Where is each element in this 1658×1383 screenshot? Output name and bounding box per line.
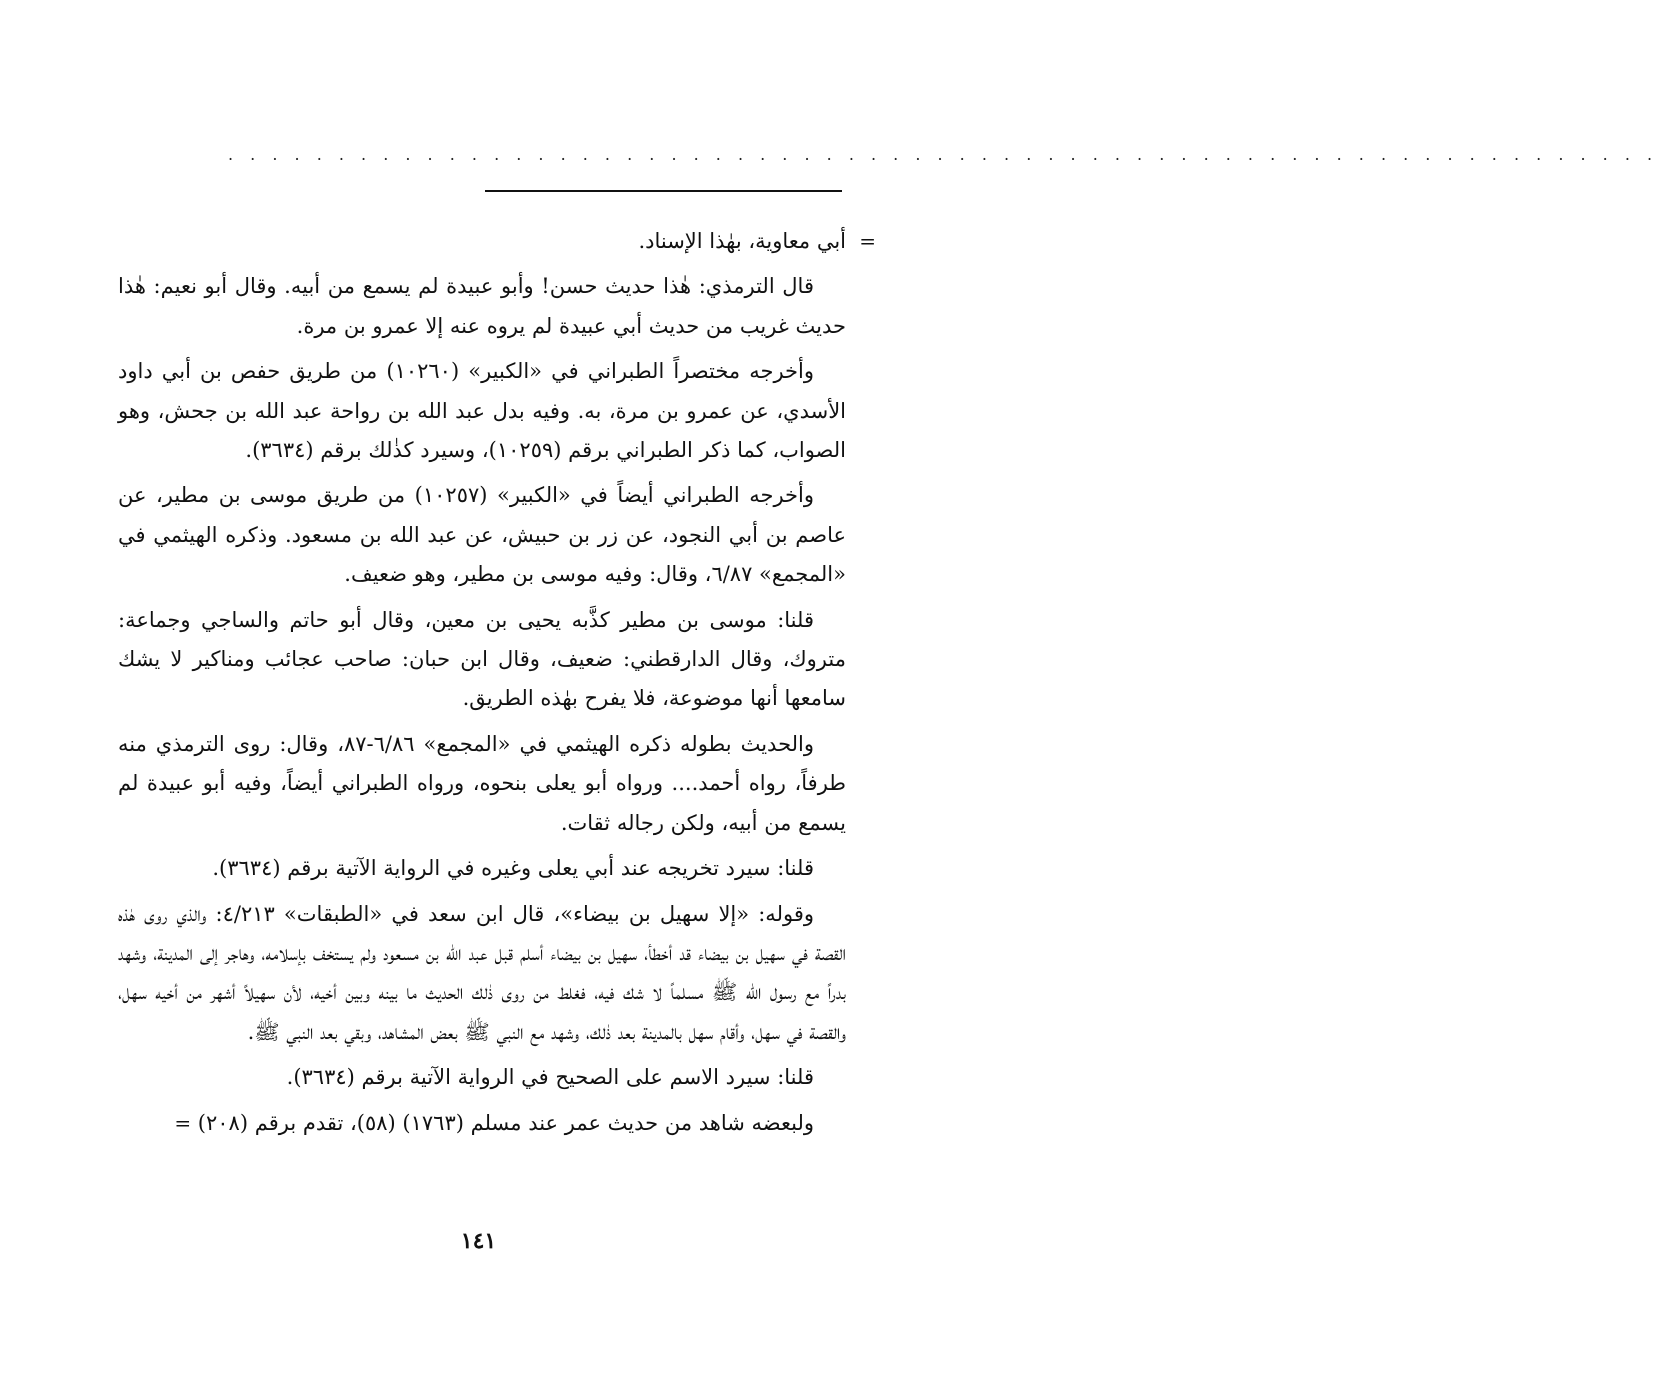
paragraph-8: وقوله: «إلا سهيل بن بيضاء»، قال ابن سعد في «الطبقات» ٤/٢١٣: والذي روى هٰذه القصة في سهيل بن بيضاء قد أخطأ، سهيل بن بيضاء أسلم قبل عبد الله بن مسعود ولم يستخف بإسلامه، وهاجر إلى المدينة، وشهد بدراً مع رسول الله ﷺ مسلماً لا شك فيه، فغلط من روى ذٰلك الحديث ما بينه وبين أخيه، لأن سهيلاً أشهر من أخيه سهل، والقصة في سهل، وأقام سهل بالمدينة بعد ذٰلك، وشهد مع النبي ﷺ بعض المشاهد، وبقي بعد النبي ﷺ.	[118, 901, 846, 1044]
paragraph-9: قلنا: سيرد الاسم على الصحيح في الرواية الآتية برقم (٣٦٣٤).	[286, 1065, 814, 1090]
paragraph-1	[118, 222, 876, 261]
page-number: ١٤١	[460, 1228, 497, 1254]
paragraph-4: وأخرجه الطبراني أيضاً في «الكبير» (١٠٢٥٧) من طريق موسى بن مطير، عن عاصم بن أبي النجود، عن زر بن حبيش، عن عبد الله بن مسعود. وذكره الهيثمي في «المجمع» ٦/٨٧، وقال: وفيه موسى بن مطير، وهو ضعيف.	[118, 483, 846, 587]
paragraph-6: والحديث بطوله ذكره الهيثمي في «المجمع» ٦/٨٦-٨٧، وقال: روى الترمذي منه طرفاً، رواه أحمد.... ورواه أبو يعلى بنحوه، ورواه الطبراني أيضاً، وفيه أبو عبيدة لم يسمع من أبيه، ولكن رجاله ثقات.	[118, 731, 846, 835]
continuation-mark: =	[859, 229, 876, 253]
separator-dots: . . . . . . . . . . . . . . . . . . . . . . . . . . . . . . . . . . . . . . . . . . . . . . . . . . . . . . . . . . . . . . . . .	[228, 145, 1658, 164]
paragraph-2: قال الترمذي: هٰذا حديث حسن! وأبو عبيدة لم يسمع من أبيه. وقال أبو نعيم: هٰذا حديث غريب من حديث أبي عبيدة لم يروه عنه إلا عمرو بن مرة.	[118, 274, 846, 338]
footnote-body	[118, 222, 876, 1149]
footnote-rule	[485, 190, 842, 192]
paragraph-7: قلنا: سيرد تخريجه عند أبي يعلى وغيره في الرواية الآتية برقم (٣٦٣٤).	[212, 856, 814, 881]
paragraph-1-text: أبي معاوية، بهٰذا الإسناد.	[638, 229, 846, 253]
paragraph-10	[118, 1104, 846, 1143]
paragraph-10-text: ولبعضه شاهد من حديث عمر عند مسلم (١٧٦٣) (٥٨)، تقدم برقم (٢٠٨)	[197, 1110, 814, 1135]
trailing-mark: =	[174, 1110, 192, 1135]
paragraph-5: قلنا: موسى بن مطير كذَّبه يحيى بن معين، وقال أبو حاتم والساجي وجماعة: متروك، وقال الدارقطني: ضعيف، وقال ابن حبان: صاحب عجائب ومناكير لا يشك سامعها أنها موضوعة، فلا يفرح بهٰذه الطريق.	[118, 607, 846, 711]
paragraph-3: وأخرجه مختصراً الطبراني في «الكبير» (١٠٢٦٠) من طريق حفص بن أبي داود الأسدي، عن عمرو بن مرة، به. وفيه بدل عبد الله بن رواحة عبد الله بن جحش، وهو الصواب، كما ذكر الطبراني برقم (١٠٢٥٩)، وسيرد كذٰلك برقم (٣٦٣٤).	[118, 359, 846, 463]
